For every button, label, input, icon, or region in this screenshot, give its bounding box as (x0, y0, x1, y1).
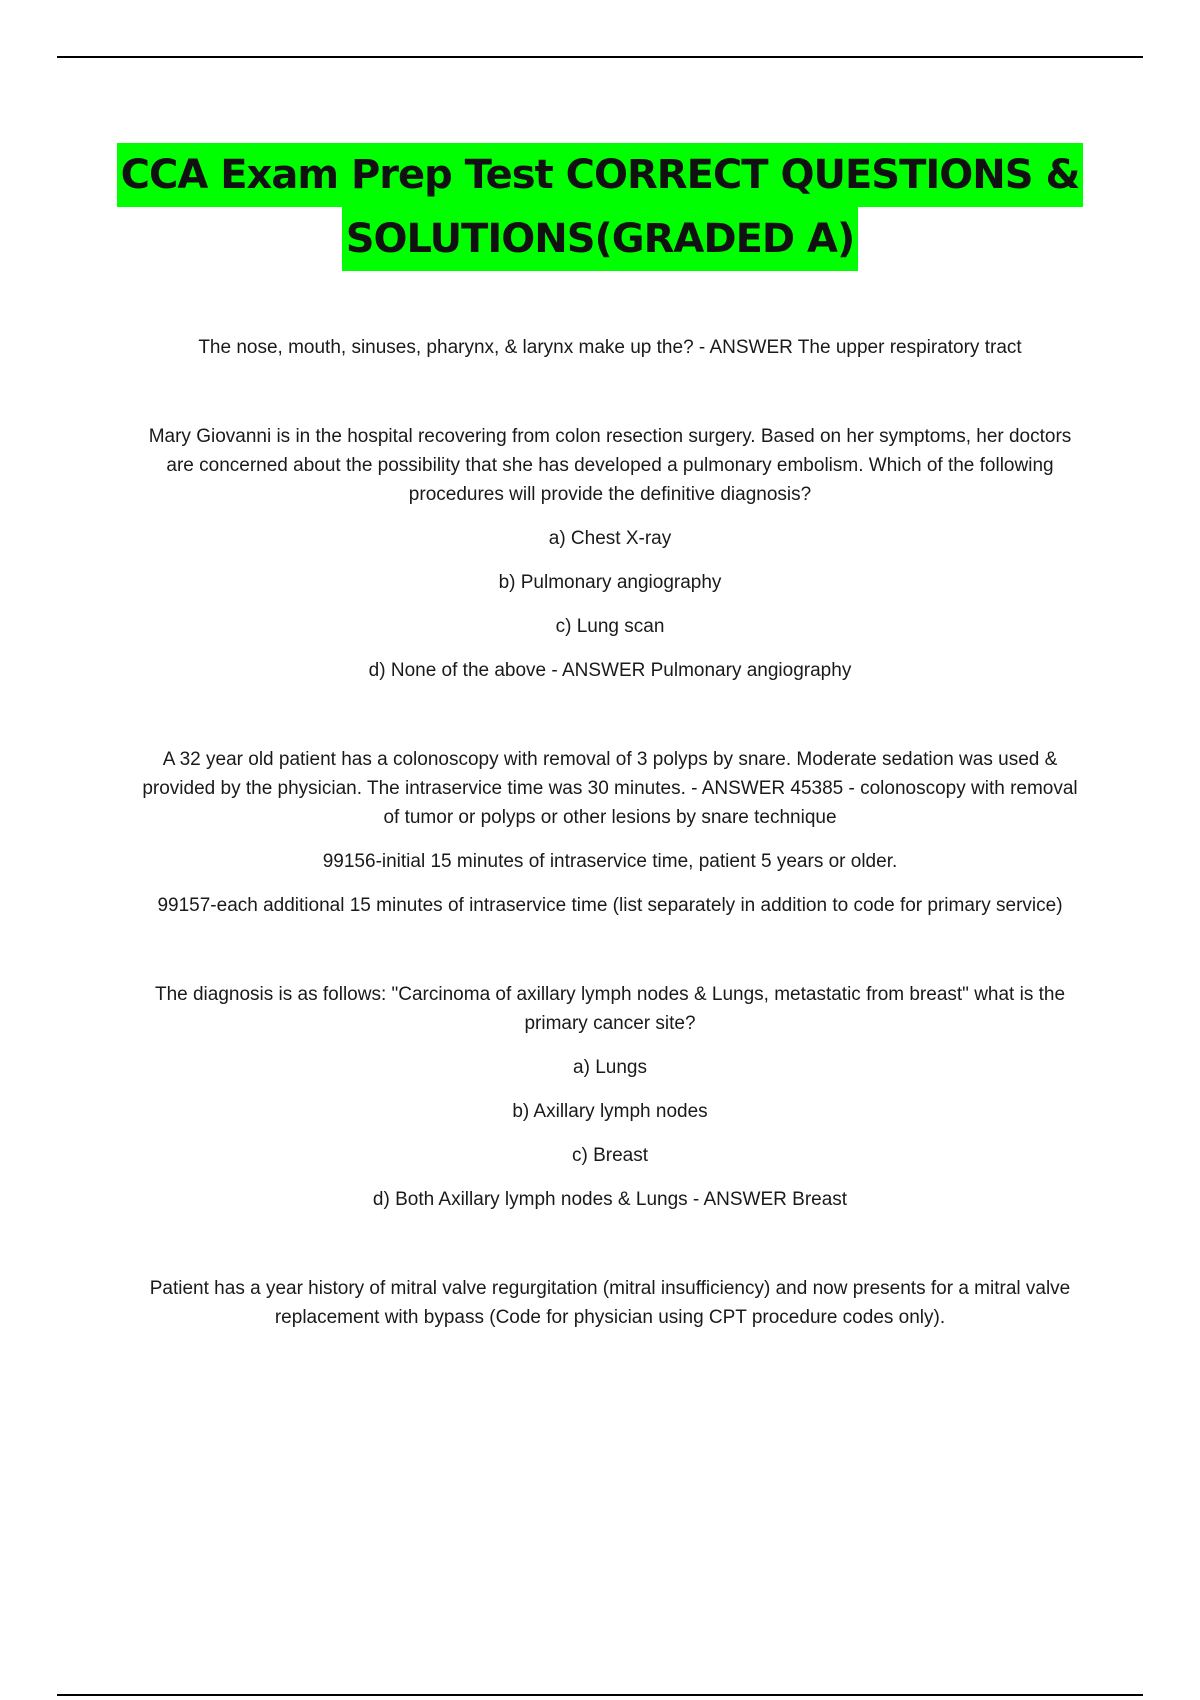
document-title (0, 143, 1200, 271)
answer-option: b) Axillary lymph nodes (512, 1101, 708, 1122)
qa-item-2 (140, 422, 1080, 685)
answer-option: a) Chest X-ray (548, 528, 672, 549)
answer-detail: 99157-each additional 15 minutes of intraservice time (list separately in addition to code for primary service) (157, 895, 1063, 916)
answer-option: c) Lung scan (555, 616, 665, 637)
header-rule (57, 56, 1143, 58)
qa-content (140, 333, 1080, 1392)
answer-detail: 99156-initial 15 minutes of intraservice time, patient 5 years or older. (322, 851, 898, 872)
question-text: Patient has a year history of mitral valve regurgitation (mitral insufficiency) and now presents for a mitral valve replacement with bypass (Code for physician using CPT procedure codes only). (149, 1278, 1071, 1328)
qa-item-1 (140, 333, 1080, 362)
answer-option: a) Lungs (573, 1057, 647, 1078)
footer-rule (57, 1694, 1143, 1696)
question-text: A 32 year old patient has a colonoscopy with removal of 3 polyps by snare. Moderate sedation was used & provided by the physician. The intraservice time was 30 minutes. - ANSWER 45385 - colonoscopy with removal of tumor or polyps or other lesions by snare technique (142, 749, 1078, 828)
qa-item-4 (140, 980, 1080, 1214)
answer-option: c) Breast (571, 1145, 649, 1166)
question-text: Mary Giovanni is in the hospital recovering from colon resection surgery. Based on her symptoms, her doctors are concerned about the possibility that she has developed a pulmonary embolism. Which of the following procedures will provide the definitive diagnosis? (148, 426, 1072, 505)
title-line-1: CCA Exam Prep Test CORRECT QUESTIONS & (117, 143, 1084, 207)
qa-item-3 (140, 745, 1080, 920)
answer-option: b) Pulmonary angiography (498, 572, 722, 593)
qa-item-5 (140, 1274, 1080, 1332)
title-line-2: SOLUTIONS(GRADED A) (342, 207, 859, 271)
answer-option: d) Both Axillary lymph nodes & Lungs - ANSWER Breast (372, 1189, 848, 1210)
question-text: The diagnosis is as follows: "Carcinoma of axillary lymph nodes & Lungs, metastatic from breast" what is the primary cancer site? (154, 984, 1066, 1034)
question-text: The nose, mouth, sinuses, pharynx, & larynx make up the? - ANSWER The upper respiratory tract (198, 337, 1022, 358)
answer-option: d) None of the above - ANSWER Pulmonary angiography (368, 660, 852, 681)
